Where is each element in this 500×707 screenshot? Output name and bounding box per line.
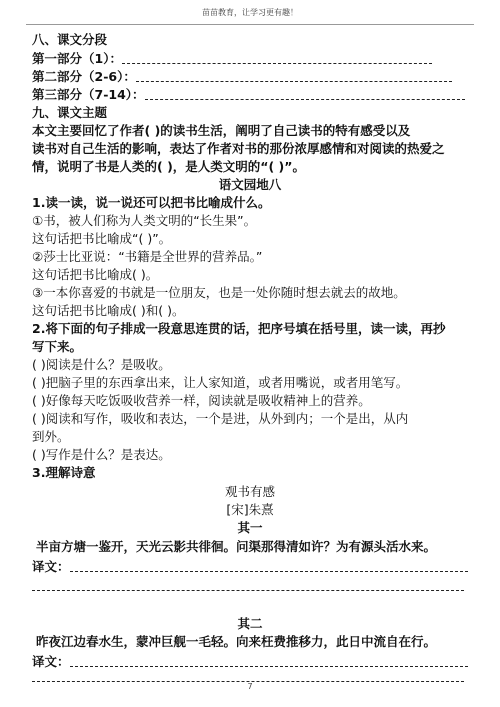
question: 3.理解诗意 [32,465,96,480]
text-line: ( )写作是什么？是表达。 [32,447,171,462]
poem-text: 昨夜江边春水生，蒙冲巨舰一毛轻。向来枉费推移力，此日中流自在行。 [36,634,437,649]
text-line: ( )把脑子里的东西拿出来，让人家知道，或者用嘴说，或者用笔写。 [32,375,409,390]
text-line: 本文主要回忆了作者( )的读书生活，阐明了自己读书的特有感受以及 [32,123,411,138]
poem-part-title: 其一 [237,520,263,535]
part-label: 第一部分（1）： [32,50,432,67]
poem-text: 半亩方塘一鉴开，天光云影共徘徊。问渠那得清如许？为有源头活水来。 [36,539,437,554]
text-line: 情，说明了书是人类的( )，是人类文明的“( )”。 [32,159,305,174]
text-line: 这句话把书比喻成( )和( )。 [32,303,185,318]
text-line: ①书，被人们称为人类文明的“长生果”。 [32,213,257,228]
poem-part-title: 其二 [237,616,263,631]
section-heading: 九、课文主题 [32,105,108,120]
part-label: 第三部分（7-14）： [32,86,465,103]
poem-author: [宋]朱熹 [226,502,274,517]
question: 2.将下面的句子排成一段意思连贯的话，把序号填在括号里，读一读，再抄 [32,321,446,336]
question: 1.读一读，说一说还可以把书比喻成什么。 [32,195,271,210]
question: 写下来。 [32,339,83,354]
text-line: 读书对自己生活的影响，表达了作者对书的那份浓厚感情和对阅读的热爱之 [32,141,445,156]
section-title: 语文园地八 [218,177,282,192]
text-line: ( )好像每天吃饭吸收营养一样，阅读就是吸收精神上的营养。 [32,393,371,408]
text-line: 到外。 [32,429,70,444]
translation-label: 译文： [32,558,468,575]
text-line: 这句话把书比喻成( )。 [32,267,159,282]
section-heading: 八、课文分段 [32,32,108,47]
answer-line [32,577,464,594]
text-line: ③一本你喜爱的书就是一位朋友，也是一处你随时想去就去的故地。 [32,285,406,300]
text-line: ( )阅读和写作，吸收和表达，一个是进，从外到内；一个是出，从内 [32,411,409,426]
text-line: ②莎士比亚说：“书籍是全世界的营养品。” [32,249,263,264]
part-label: 第二部分（2-6）： [32,68,452,85]
header-rule [26,24,474,25]
translation-label: 译文： [32,653,468,670]
page-number: 7 [247,682,253,691]
text-line: 这句话把书比喻成“( )”。 [32,231,172,246]
text-line: ( )阅读是什么？是吸收。 [32,357,171,372]
page-header: 苗苗教育，让学习更有趣！ [202,8,298,17]
poem-title: 观书有感 [224,484,275,499]
